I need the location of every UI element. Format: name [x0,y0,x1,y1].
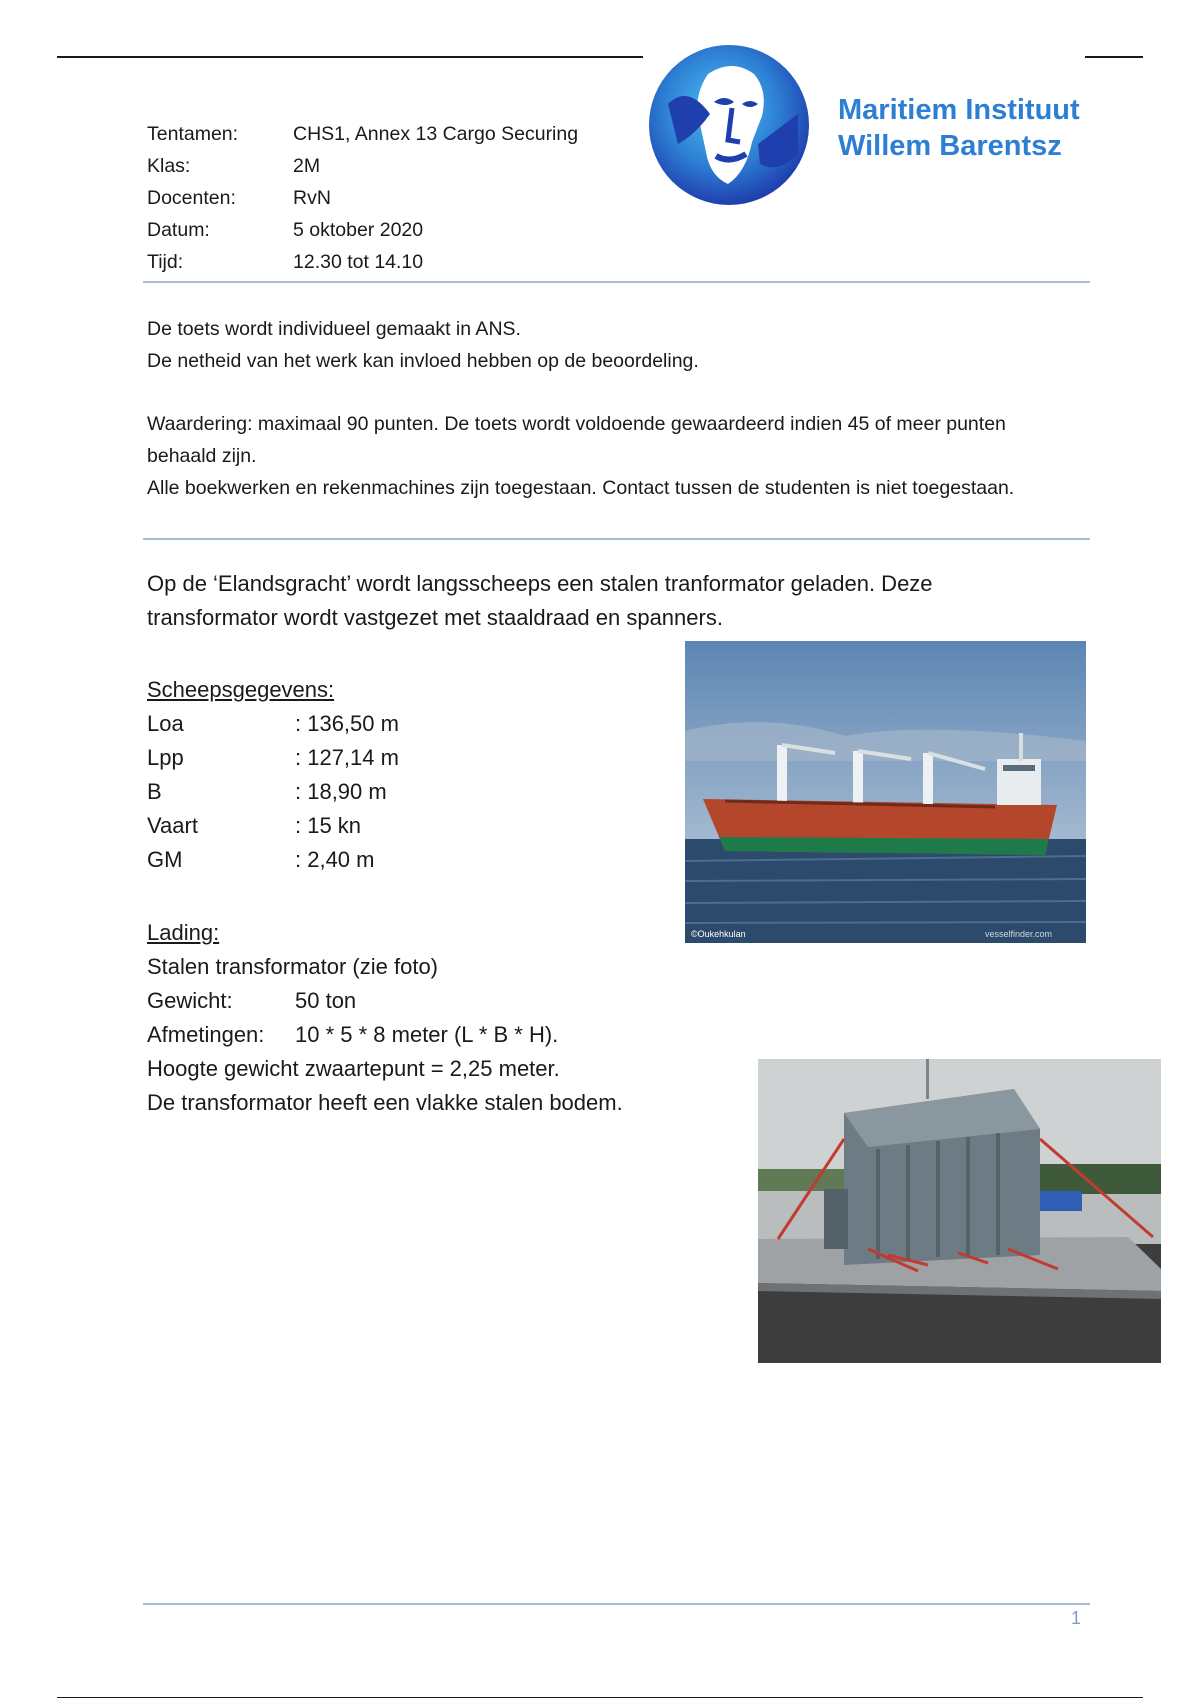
transformer-photo [758,1059,1161,1363]
exam-info [147,118,578,278]
photo-credit-left: ©Oukehkulan [691,929,746,939]
ship-data-row: Lpp : 127,14 m [147,745,399,770]
instructions-block-1: De toets wordt individueel gemaakt in ANS. De netheid van het werk kan invloed hebben op de beoordeling. [147,318,699,372]
ship-data-heading: Scheepsgegevens: [147,677,335,702]
ship-data-row: GM : 2,40 m [147,847,375,872]
ship-data-row: Loa : 136,50 m [147,711,399,736]
instructions-block-2: Waardering: maximaal 90 punten. De toets wordt voldoende gewaardeerd indien 45 of meer punten behaald zijn. Alle boekwerken en rekenmachines zijn toegestaan. Contact tussen de studenten is niet toegestaan. [147,413,1015,499]
divider-2 [143,538,1090,540]
exam-info-row: Klas: 2M [147,155,321,177]
exam-info-row: Tentamen: CHS1, Annex 13 Cargo Securing [147,123,579,145]
top-rule-left [57,56,643,58]
cargo-heading: Lading: [147,920,220,945]
ship-data-row: Vaart : 15 kn [147,813,362,838]
footer-divider [143,1603,1090,1605]
institute-name: Maritiem Instituut Willem Barentsz [838,94,1080,162]
exam-info-row: Datum: 5 oktober 2020 [147,219,424,241]
page-number: 1 [1071,1608,1082,1628]
exam-info-row: Tijd: 12.30 tot 14.10 [147,251,424,273]
assignment-intro: Op de ‘Elandsgracht’ wordt langsscheeps een stalen tranformator geladen. Deze transformator wordt vastgezet met staaldraad en spanners. [147,571,933,630]
cargo-data: Lading: Stalen transformator (zie foto) Gewicht: 50 ton Afmetingen: 10 * 5 * 8 meter (L * B * H). Hoogte gewicht zwaartepunt = 2,25 meter. De transformator heeft een vlakke stalen bodem. [147,916,623,1120]
bottom-rule [57,1697,1143,1698]
ship-data [147,673,399,877]
institute-logo [648,44,810,206]
divider-1 [143,281,1090,283]
photo-credit-right: vesselfinder.com [985,929,1053,939]
cargo-row: Gewicht: 50 ton [147,988,357,1013]
ship-data-row: B : 18,90 m [147,779,387,804]
top-rule-right [1085,56,1143,58]
ship-photo [685,641,1086,943]
exam-info-row: Docenten: RvN [147,187,331,209]
cargo-row: Afmetingen: 10 * 5 * 8 meter (L * B * H). [147,1022,559,1047]
